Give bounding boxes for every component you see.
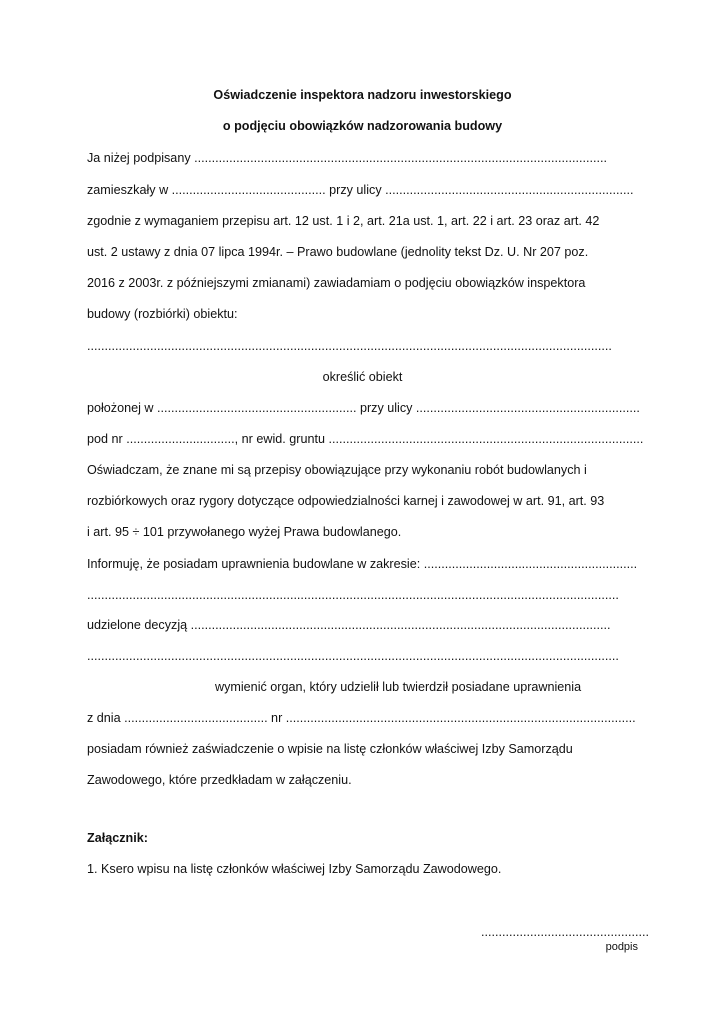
body-text-line: 2016 z 2003r. z późniejszymi zmianami) zawiadamiam o podjęciu obowiązków inspektora [87, 276, 586, 290]
certificate-line: Zawodowego, które przedkładam w załączeniu. [87, 773, 352, 787]
body-text-line: ust. 2 ustawy z dnia 07 lipca 1994r. – Prawo budowlane (jednolity tekst Dz. U. Nr 207 poz. [87, 245, 589, 259]
document-subtitle: o podjęciu obowiązków nadzorowania budowy [222, 119, 503, 133]
organ-hint: wymienić organ, który udzielił lub twierdził posiadane uprawnienia [215, 680, 582, 694]
attachment-heading: Załącznik: [87, 831, 148, 845]
decision-fill-line: ........................................................................................................................................................ [87, 649, 619, 663]
declaration-line: i art. 95 ÷ 101 przywołanego wyżej Prawa budowlanego. [87, 525, 402, 539]
document-title: Oświadczenie inspektora nadzoru inwestorskiego [213, 88, 512, 102]
body-text-line: budowy (rozbiórki) obiektu: [87, 307, 238, 321]
certificate-line: posiadam również zaświadczenie o wpisie na listę członków właściwej Izby Samorządu [87, 742, 573, 756]
attachment-item: 1. Ksero wpisu na listę członków właściwej Izby Samorządu Zawodowego. [87, 862, 502, 876]
qualification-fill-line: ........................................................................................................................................................ [87, 588, 619, 602]
date-number-line: z dnia ......................................... nr .................................................................................................... [87, 711, 636, 725]
declaration-line: rozbiórkowych oraz rygory dotyczące odpowiedzialności karnej i zawodowej w art. 91, art. 93 [87, 494, 605, 508]
declaration-line: Oświadczam, że znane mi są przepisy obowiązujące przy wykonaniu robót budowlanych i [87, 463, 587, 477]
object-fill-line: ...................................................................................................................................................... [87, 339, 612, 353]
object-hint: określić obiekt [322, 370, 403, 384]
signature-line: ................................................ [481, 925, 649, 939]
address-line: zamieszkały w ............................................ przy ulicy ....................................................................... [87, 183, 634, 197]
signer-name-line: Ja niżej podpisany ...................................................................................................................... [87, 151, 607, 165]
plot-number-line: pod nr ..............................., nr ewid. gruntu .......................................................................................... [87, 432, 644, 446]
qualification-scope-line: Informuję, że posiadam uprawnienia budowlane w zakresie: ............................................................. [87, 557, 638, 571]
decision-line: udzielone decyzją ........................................................................................................................ [87, 618, 611, 632]
location-line: położonej w ......................................................... przy ulicy ................................................................ [87, 401, 640, 415]
signature-label: podpis [605, 941, 638, 953]
body-text-line: zgodnie z wymaganiem przepisu art. 12 ust. 1 i 2, art. 21a ust. 1, art. 22 i art. 23 oraz art. 42 [87, 214, 600, 228]
